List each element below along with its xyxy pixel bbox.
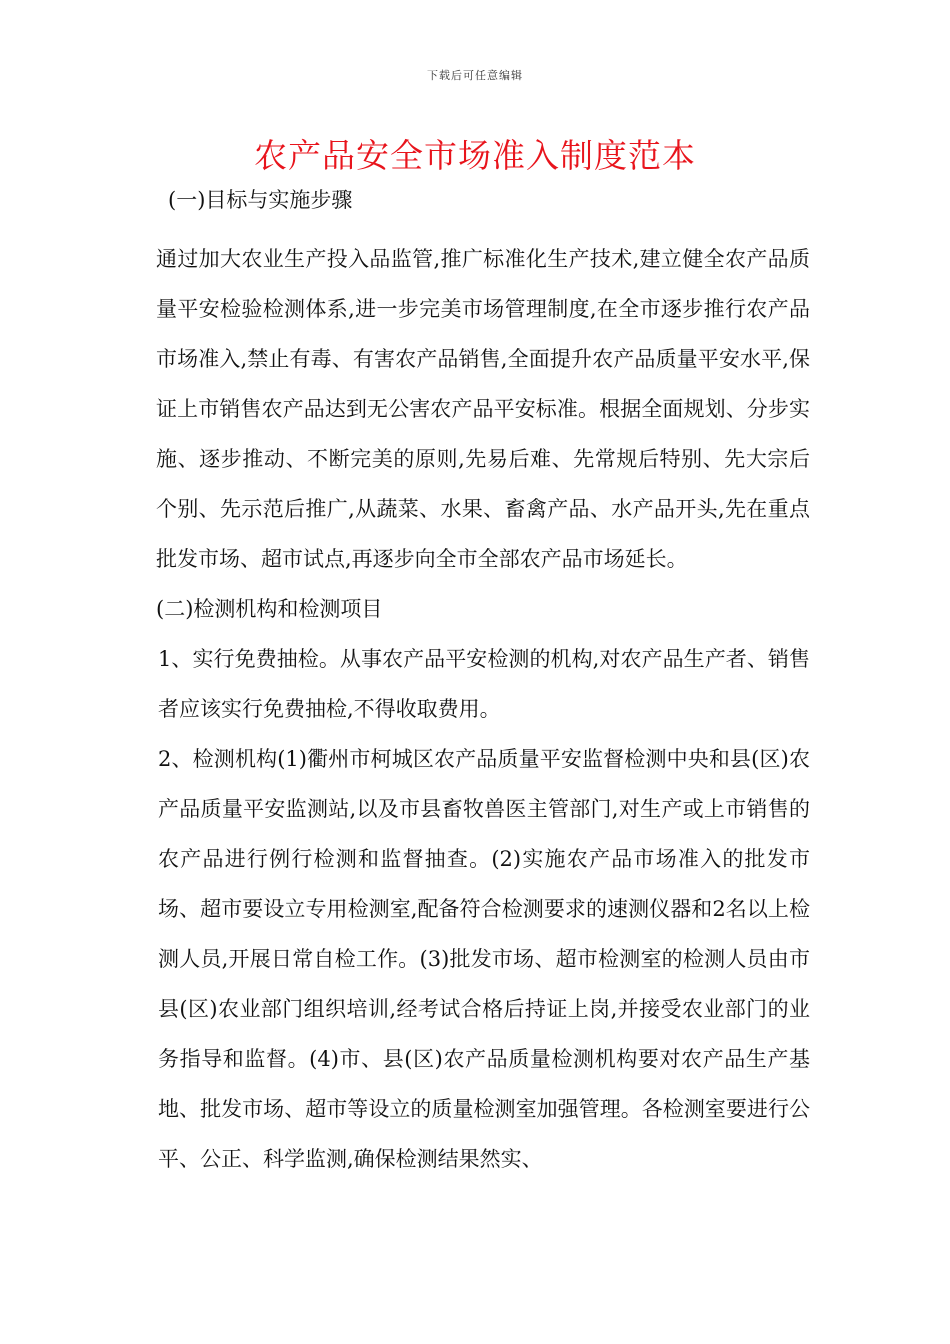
paragraph-item-1: 1、实行免费抽检。从事农产品平安检测的机构,对农产品生产者、销售者应该实行免费抽检,不得收取费用。 — [158, 647, 810, 721]
section-heading-goals: (一)目标与实施步骤 — [168, 188, 353, 212]
paragraph-goals: 通过加大农业生产投入品监管,推广标准化生产技术,建立健全农产品质量平安检验检测体系,进一步完美市场管理制度,在全市逐步推行农产品市场准入,禁止有毒、有害农产品销售,全面提升农产品质量平安水平,保证上市销售农产品达到无公害农产品平安标准。根据全面规划、分步实施、逐步推动、不断完美的原则,先易后难、先常规后特别、先大宗后个别、先示范后推广,从蔬菜、水果、畜禽产品、水产品开头,先在重点批发市场、超市试点,再逐步向全市全部农产品市场延长。 — [156, 247, 810, 571]
document-body — [146, 184, 810, 1184]
document-title: 农产品安全市场准入制度范本 — [254, 136, 696, 175]
section-heading-agencies: (二)检测机构和检测项目 — [156, 597, 383, 621]
paragraph-item-2: 2、检测机构(1)衢州市柯城区农产品质量平安监督检测中央和县(区)农产品质量平安监测站,以及市县畜牧兽医主管部门,对生产或上市销售的农产品进行例行检测和监督抽查。(2)实施农产品市场准入的批发市场、超市要设立专用检测室,配备符合检测要求的速测仪器和2名以上检测人员,开展日常自检工作。(3)批发市场、超市检测室的检测人员由市县(区)农业部门组织培训,经考试合格后持证上岗,并接受农业部门的业务指导和监督。(4)市、县(区)农产品质量检测机构要对农产品生产基地、批发市场、超市等设立的质量检测室加强管理。各检测室要进行公平、公正、科学监测,确保检测结果然实、 — [158, 747, 810, 1171]
header-note: 下载后可任意编辑 — [427, 69, 523, 82]
